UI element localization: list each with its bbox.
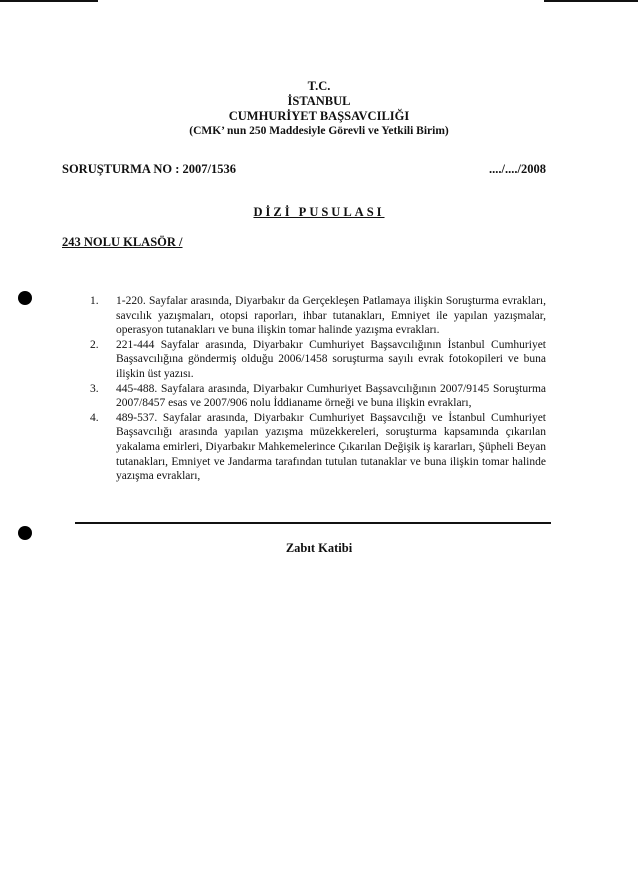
list-item: [90, 382, 546, 411]
list-item-number: 3.: [90, 382, 99, 395]
case-date: ..../..../2008: [489, 162, 546, 176]
list-item: [90, 294, 546, 338]
header-line-city: İSTANBUL: [287, 94, 351, 108]
scan-edge-mark-left: [0, 0, 98, 2]
folder-label: 243 NOLU KLASÖR /: [62, 235, 183, 249]
list-item-text: 445-488. Sayfalara arasında, Diyarbakır Cumhuriyet Başsavcılığının 2007/9145 Soruşturma 2007/8457 esas ve 2007/906 nolu İddianame örneği ve buna ilişkin evrakları,: [116, 382, 546, 410]
header-line-office: CUMHURİYET BAŞSAVCILIĞI: [228, 109, 410, 123]
document-title: DİZİ PUSULASI: [253, 205, 385, 219]
list-item-number: 1.: [90, 295, 99, 307]
list-item: [90, 338, 546, 382]
header-line-tc: T.C.: [307, 79, 331, 93]
scan-edge-mark-right: [544, 0, 638, 2]
list-item: [90, 411, 546, 484]
case-row: [62, 162, 546, 177]
header-line-unit: (CMK’ nun 250 Maddesiyle Görevli ve Yetkili Birim): [189, 125, 449, 137]
list-item-number: 4.: [90, 411, 99, 424]
list-item-number: 2.: [90, 338, 99, 351]
list-item-text: 1-220. Sayfalar arasında, Diyarbakır da Gerçekleşen Patlamaya ilişkin Soruşturma evrakları, savcılık yazışmaları, otopsi raporları, ihbar tutanakları, Emniyet ile yapılan yazışmalar, operasyon tutanakları ve buna ilişkin tomar halinde yazışma evrakları.: [116, 295, 546, 337]
punch-hole-bottom: [18, 526, 32, 540]
case-number: SORUŞTURMA NO : 2007/1536: [62, 162, 236, 176]
punch-hole-top: [18, 291, 32, 305]
list-item-text: 221-444 Sayfalar arasında, Diyarbakır Cumhuriyet Başsavcılığının İstanbul Cumhuriyet Başsavcılığına göndermiş olduğu 2006/1458 soruşturma sayılı evrak fotokopileri ve buna ilişkin üst yazısı.: [116, 338, 546, 380]
item-list: [90, 294, 546, 484]
document-header: [0, 79, 638, 139]
signature-label: Zabıt Katibi: [285, 541, 353, 555]
list-item-text: 489-537. Sayfalar arasında, Diyarbakır Cumhuriyet Başsavcılığı ve İstanbul Cumhuriyet Başsavcılığı arasında yapılan yazışma müzekkereleri, soruşturma kapsamında çıkarılan yakalama emirleri, Diyarbakır Mahkemelerince Çıkarılan Değişik iş kararları, Şüpheli Beyan tutanakları, Emniyet ve Jandarma tarafından tutulan tutanaklar ve buna ilişkin tomar halinde yazışma evrakları,: [116, 411, 546, 483]
horizontal-rule: [75, 522, 551, 524]
